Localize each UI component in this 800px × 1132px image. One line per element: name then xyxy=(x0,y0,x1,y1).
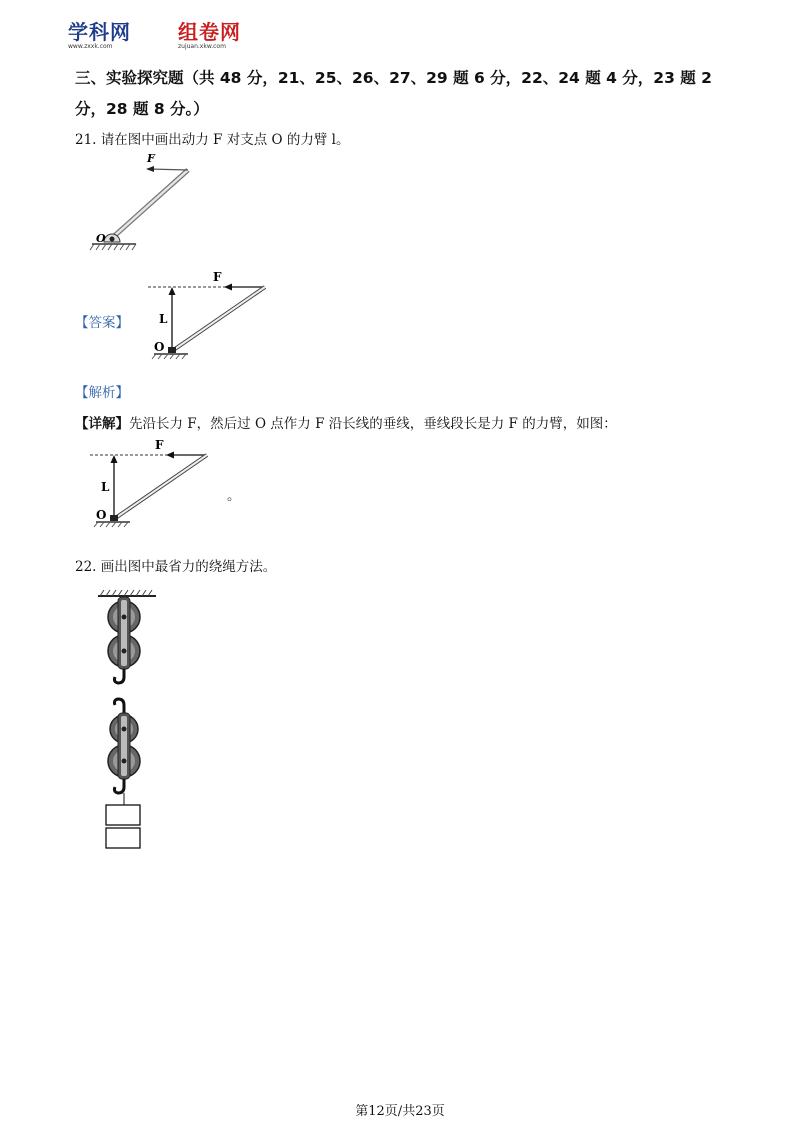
answer-tag: 【答案】 xyxy=(75,315,129,331)
force-arrowhead xyxy=(166,452,174,459)
q21-label-F: F xyxy=(147,152,155,165)
zxxk-logo-text: 学科网 xyxy=(68,20,131,44)
zujuan-logo xyxy=(178,16,241,50)
detail-paragraph xyxy=(75,412,617,432)
detail-text: 先沿长力 F，然后过 O 点作力 F 沿长线的垂线，垂线段长是力 F 的力臂，如图： xyxy=(129,416,617,432)
q21-prompt: 21. 请在图中画出动力 F 对支点 O 的力臂 l。 xyxy=(75,132,350,148)
answer-figure xyxy=(140,265,275,365)
pivot-block xyxy=(110,515,118,521)
moment-arm-arrowhead xyxy=(111,455,118,463)
weight-block-bottom xyxy=(106,828,140,848)
pivot-block xyxy=(168,347,176,353)
movable-pulley-block xyxy=(108,699,140,793)
zujuan-logo-text: 组卷网 xyxy=(178,20,241,44)
zxxk-logo xyxy=(68,16,131,50)
q21-label-O: O xyxy=(96,232,106,245)
answer-label-F: F xyxy=(213,270,222,284)
answer-label-O: O xyxy=(154,340,165,354)
lever-bar-highlight xyxy=(172,287,265,351)
force-arrowhead xyxy=(146,166,154,172)
answer-label-L: L xyxy=(159,312,168,326)
pivot-point xyxy=(110,237,115,242)
movable-bottom-hook xyxy=(114,779,124,793)
page-number: 第12页/共23页 xyxy=(355,1104,445,1119)
analysis-tag: 【解析】 xyxy=(75,385,129,401)
lever-bar-highlight xyxy=(112,170,188,238)
moment-arm-arrowhead xyxy=(169,287,176,295)
analysis-figure xyxy=(82,435,217,535)
pulley-system-figure xyxy=(90,585,170,855)
movable-top-hook xyxy=(114,699,124,713)
q22-prompt: 22. 画出图中最省力的绕绳方法。 xyxy=(75,559,277,575)
weight-block-top xyxy=(106,805,140,825)
analysis-label-O: O xyxy=(96,508,107,522)
header-logos xyxy=(68,12,268,48)
fixed-pulley-block xyxy=(108,597,140,683)
analysis-label-F: F xyxy=(155,438,164,452)
analysis-label-L: L xyxy=(101,480,110,494)
detail-tag: 【详解】 xyxy=(75,416,129,432)
zujuan-logo-sub: zujuan.xkw.com xyxy=(178,43,226,50)
analysis-end-mark: 。 xyxy=(227,488,241,504)
force-arrowhead xyxy=(224,284,232,291)
fixed-hook xyxy=(114,669,124,683)
lever-bar-highlight xyxy=(114,455,207,519)
zxxk-logo-sub: www.zxxk.com xyxy=(68,43,113,50)
section-title: 三、实验探究题（共 48 分，21、25、26、27、29 题 6 分，22、24 题 4 分，23 题 2 分，28 题 8 分。） xyxy=(75,69,712,118)
q21-lever-figure xyxy=(80,150,210,260)
